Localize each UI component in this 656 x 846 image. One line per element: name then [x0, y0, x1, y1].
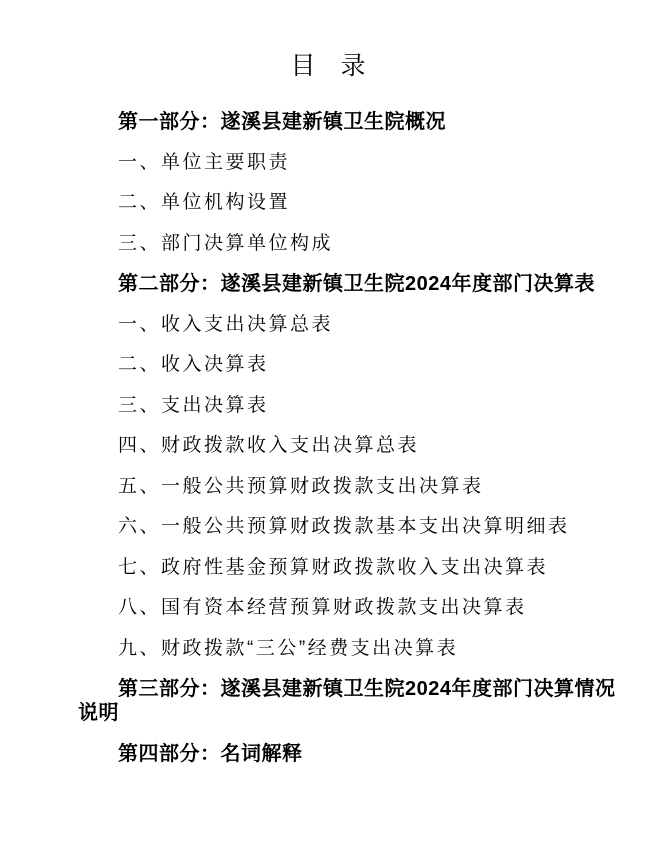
toc-item: 八、国有资本经营预算财政拨款支出决算表	[118, 597, 527, 618]
section-heading-part1: 第一部分：遂溪县建新镇卫生院概况	[118, 111, 446, 133]
toc-item: 一、收入支出决算总表	[118, 313, 334, 335]
toc-item: 三、部门决算单位构成	[118, 232, 334, 254]
toc-item: 六、一般公共预算财政拨款基本支出决算明细表	[118, 516, 570, 537]
toc-item: 二、单位机构设置	[118, 192, 291, 213]
toc-item: 五、一般公共预算财政拨款支出决算表	[118, 475, 484, 497]
table-of-contents	[78, 110, 620, 766]
page-title: 目 录	[290, 52, 366, 80]
toc-item: 一、单位主要职责	[118, 151, 291, 173]
section-heading-part2: 第二部分：遂溪县建新镇卫生院2024年度部门决算表	[118, 273, 595, 295]
section-heading-part3: 第三部分：遂溪县建新镇卫生院2024年度部门决算情况说明	[78, 678, 616, 724]
toc-item: 二、收入决算表	[118, 354, 269, 375]
toc-item: 三、支出决算表	[118, 394, 269, 416]
toc-item: 七、政府性基金预算财政拨款收入支出决算表	[118, 556, 549, 578]
section-heading-part4: 第四部分：名词解释	[118, 742, 303, 765]
toc-item: 四、财政拨款收入支出决算总表	[118, 435, 420, 456]
toc-item: 九、财政拨款“三公”经费支出决算表	[118, 637, 459, 659]
